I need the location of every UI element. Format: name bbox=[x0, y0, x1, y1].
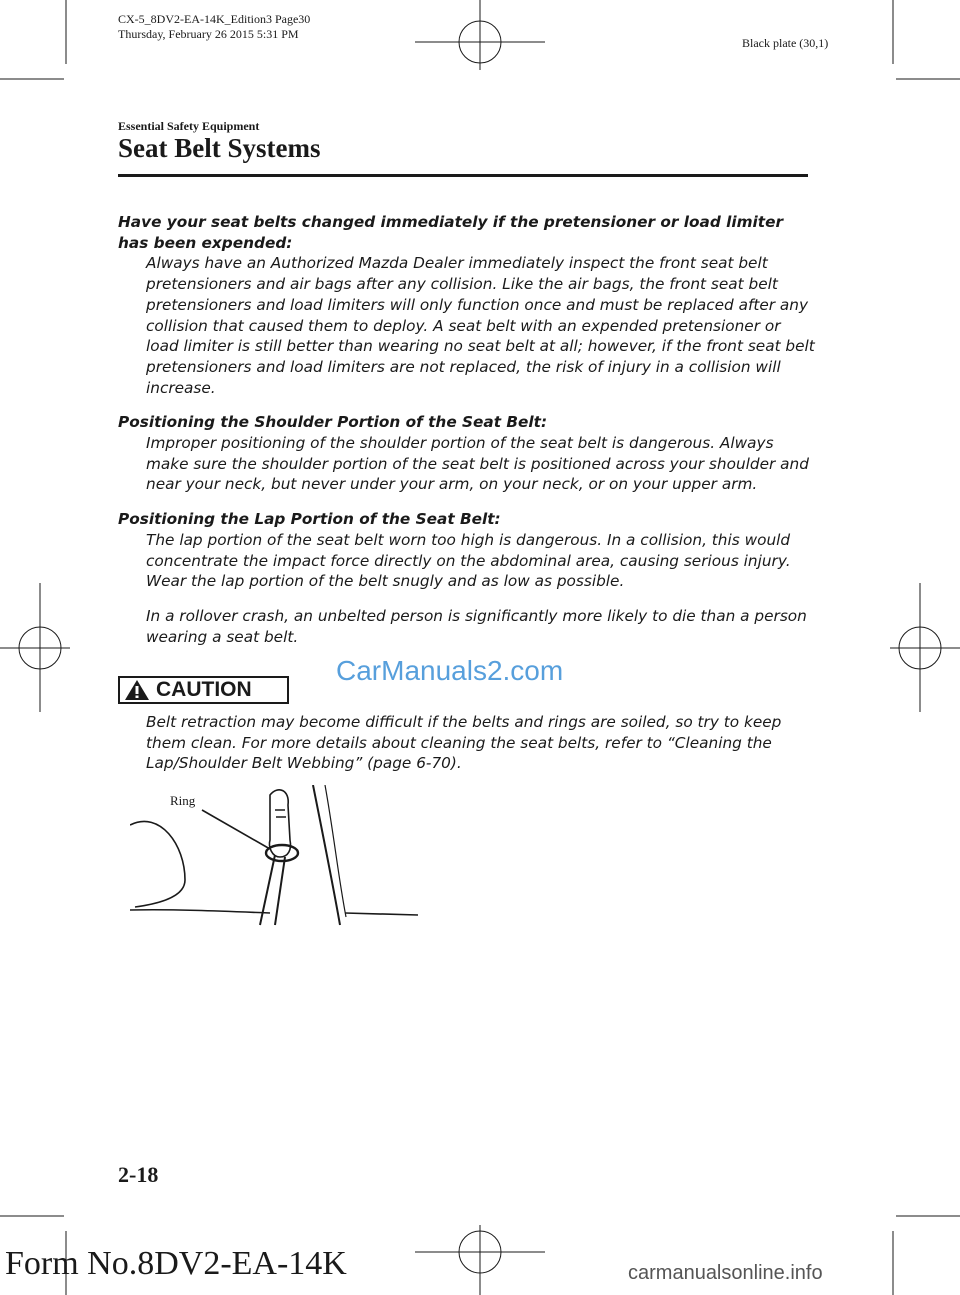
paragraph-lap bbox=[118, 509, 818, 647]
seat-belt-ring-illustration bbox=[130, 785, 430, 934]
paragraph-body-rollover: In a rollover crash, an unbelted person is significantly more likely to die than a person wearing a seat belt. bbox=[146, 606, 807, 646]
page-title: Seat Belt Systems bbox=[118, 133, 321, 163]
paragraph-body: Improper positioning of the shoulder portion of the seat belt is dangerous. Always make sure the shoulder portion of the seat belt is positioned across your shoulder and near your neck, but never under your arm, on your neck, or on your upper arm. bbox=[146, 434, 809, 494]
form-number: Form No.8DV2-EA-14K bbox=[5, 1245, 347, 1282]
print-info-file: CX-5_8DV2-EA-14K_Edition3 Page30 bbox=[118, 12, 311, 26]
warning-icon bbox=[124, 679, 150, 701]
paragraph-heading: Positioning the Lap Portion of the Seat Belt: bbox=[118, 510, 501, 529]
paragraph-heading: Positioning the Shoulder Portion of the Seat Belt: bbox=[118, 413, 548, 432]
paragraph-body: The lap portion of the seat belt worn too high is dangerous. In a collision, this would concentrate the impact force directly on the abdominal area, causing serious injury. Wear the lap portion of the belt snugly and as low as possible. bbox=[146, 530, 791, 591]
paragraph-body: Always have an Authorized Mazda Dealer immediately inspect the front seat belt pretensioners and air bags after any collision. Like the air bags, the front seat belt pretensioners and load limiters will only function once and must be replaced after any collision that caused them to deploy. A seat belt with an expended pretensioner or load limiter is still better than wearing no seat belt at all; however, if the front seat belt pretensioners and load limiters are not replaced, the risk of injury in a collision will increase. bbox=[146, 254, 815, 397]
paragraph-heading: Have your seat belts changed immediately if the pretensioner or load limiter has been expended: bbox=[118, 213, 783, 252]
main-content bbox=[118, 212, 818, 661]
watermark: CarManuals2.com bbox=[336, 655, 564, 686]
print-info-date: Thursday, February 26 2015 5:31 PM bbox=[118, 27, 299, 41]
section-label: Essential Safety Equipment bbox=[118, 119, 260, 133]
ring-label: Ring bbox=[170, 793, 196, 808]
paragraph-shoulder bbox=[118, 412, 818, 495]
footer-watermark: carmanualsonline.info bbox=[628, 1262, 823, 1284]
caution-label: CAUTION bbox=[156, 678, 252, 701]
paragraph-pretensioner bbox=[118, 212, 818, 398]
caution-text: Belt retraction may become difficult if the belts and rings are soiled, so try to keep them clean. For more details about cleaning the seat belts, refer to “Cleaning the Lap/Shoulder Belt Webbing” (page 6-70). bbox=[146, 713, 782, 773]
caution-badge bbox=[118, 676, 289, 704]
title-rule bbox=[118, 174, 808, 177]
print-info bbox=[118, 12, 310, 42]
plate-label: Black plate (30,1) bbox=[742, 36, 829, 50]
page-number: 2-18 bbox=[118, 1162, 159, 1187]
